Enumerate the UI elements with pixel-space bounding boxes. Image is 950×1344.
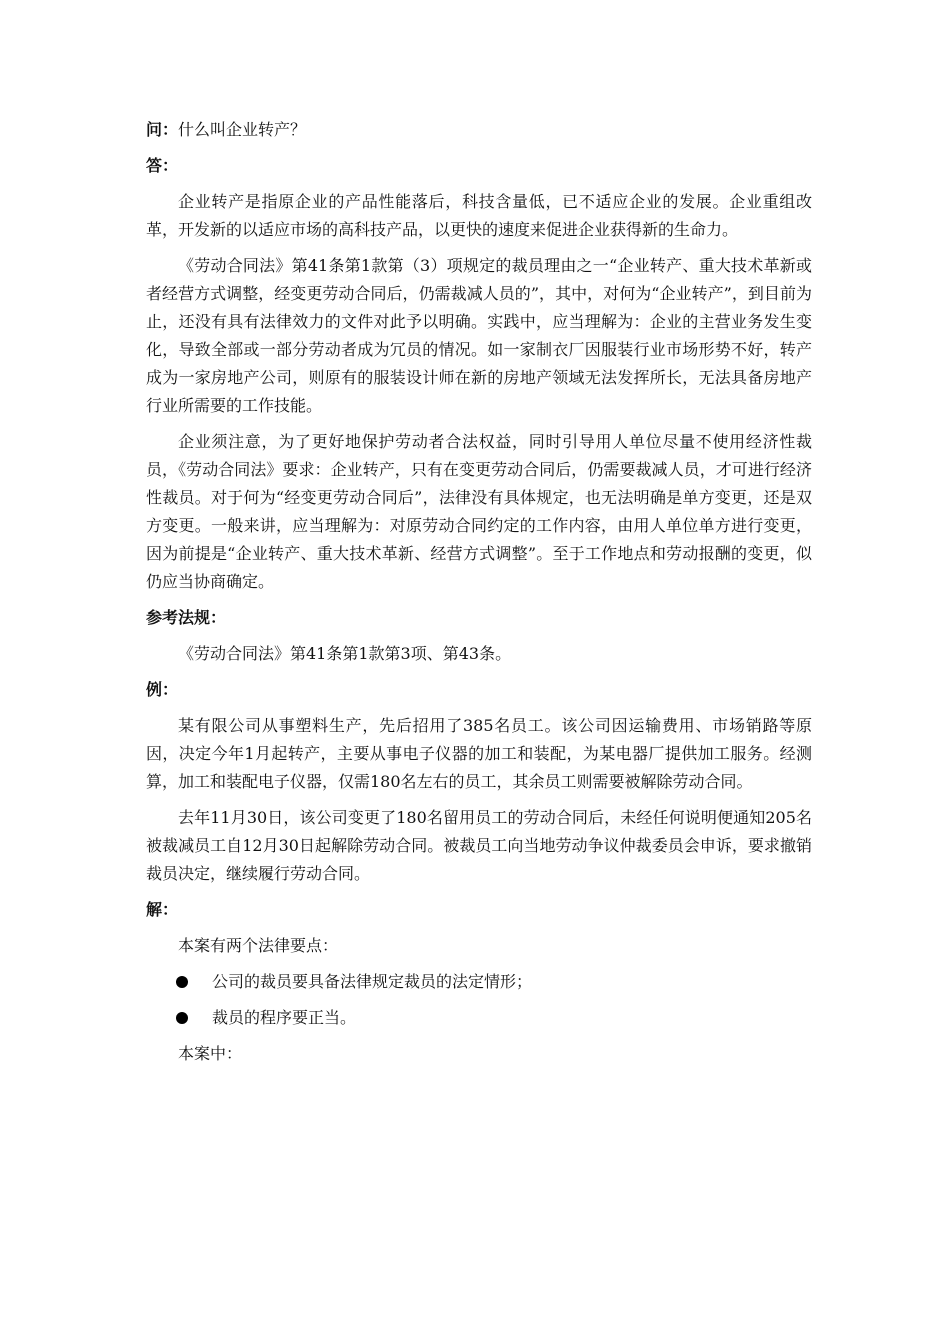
answer-paragraph: 企业转产是指原企业的产品性能落后，科技含量低，已不适应企业的发展。企业重组改革，开发新的以适应市场的高科技产品，以更快的速度来促进企业获得新的生命力。 (146, 192, 812, 239)
solution-point (146, 1004, 812, 1032)
answer-paragraph: 企业须注意，为了更好地保护劳动者合法权益，同时引导用人单位尽量不使用经济性裁员，《劳动合同法》要求：企业转产，只有在变更劳动合同后，仍需要裁减人员，才可进行经济性裁员。对于何为“经变更劳动合同后”，法律没有具体规定，也无法明确是单方变更，还是双方变更。一般来讲，应当理解为：对原劳动合同约定的工作内容，由用人单位单方进行变更，因为前提是“企业转产、重大技术革新、经营方式调整”。至于工作地点和劳动报酬的变更，似仍应当协商确定。 (146, 432, 812, 591)
answer-label: 答： (146, 156, 179, 175)
solution-point-text: 公司的裁员要具备法律规定裁员的法定情形； (212, 972, 533, 991)
solution-intro: 本案有两个法律要点： (178, 936, 339, 955)
reference-text: 《劳动合同法》第41条第1款第3项、第43条。 (178, 644, 512, 663)
question-label: 问： (146, 120, 179, 139)
example-label: 例： (146, 680, 179, 699)
answer-paragraph: 《劳动合同法》第41条第1款第（3）项规定的裁员理由之一“企业转产、重大技术革新或者经营方式调整，经变更劳动合同后，仍需裁减人员的”，其中，对何为“企业转产”，到目前为止，还没有具有法律效力的文件对此予以明确。实践中，应当理解为：企业的主营业务发生变化，导致全部或一部分劳动者成为冗员的情况。如一家制衣厂因服装行业市场形势不好，转产成为一家房地产公司，则原有的服装设计师在新的房地产领域无法发挥所长，无法具备房地产行业所需要的工作技能。 (146, 256, 812, 415)
solution-point-text: 裁员的程序要正当。 (212, 1008, 357, 1027)
solution-tail: 本案中： (178, 1044, 243, 1063)
bullet-icon (176, 1012, 188, 1024)
reference-label: 参考法规： (146, 608, 227, 627)
bullet-icon (176, 976, 188, 988)
example-paragraph: 某有限公司从事塑料生产，先后招用了385名员工。该公司因运输费用、市场销路等原因，决定今年1月起转产，主要从事电子仪器的加工和装配，为某电器厂提供加工服务。经测算，加工和装配电子仪器，仅需180名左右的员工，其余员工则需要被解除劳动合同。 (146, 716, 812, 791)
solution-label: 解： (146, 900, 179, 919)
question-text: 什么叫企业转产？ (178, 120, 307, 139)
example-paragraph: 去年11月30日，该公司变更了180名留用员工的劳动合同后，未经任何说明便通知205名被裁减员工自12月30日起解除劳动合同。被裁员工向当地劳动争议仲裁委员会申诉，要求撤销裁员决定，继续履行劳动合同。 (146, 808, 812, 883)
document-body (146, 116, 812, 1076)
solution-point (146, 968, 812, 996)
question-line (146, 116, 812, 144)
